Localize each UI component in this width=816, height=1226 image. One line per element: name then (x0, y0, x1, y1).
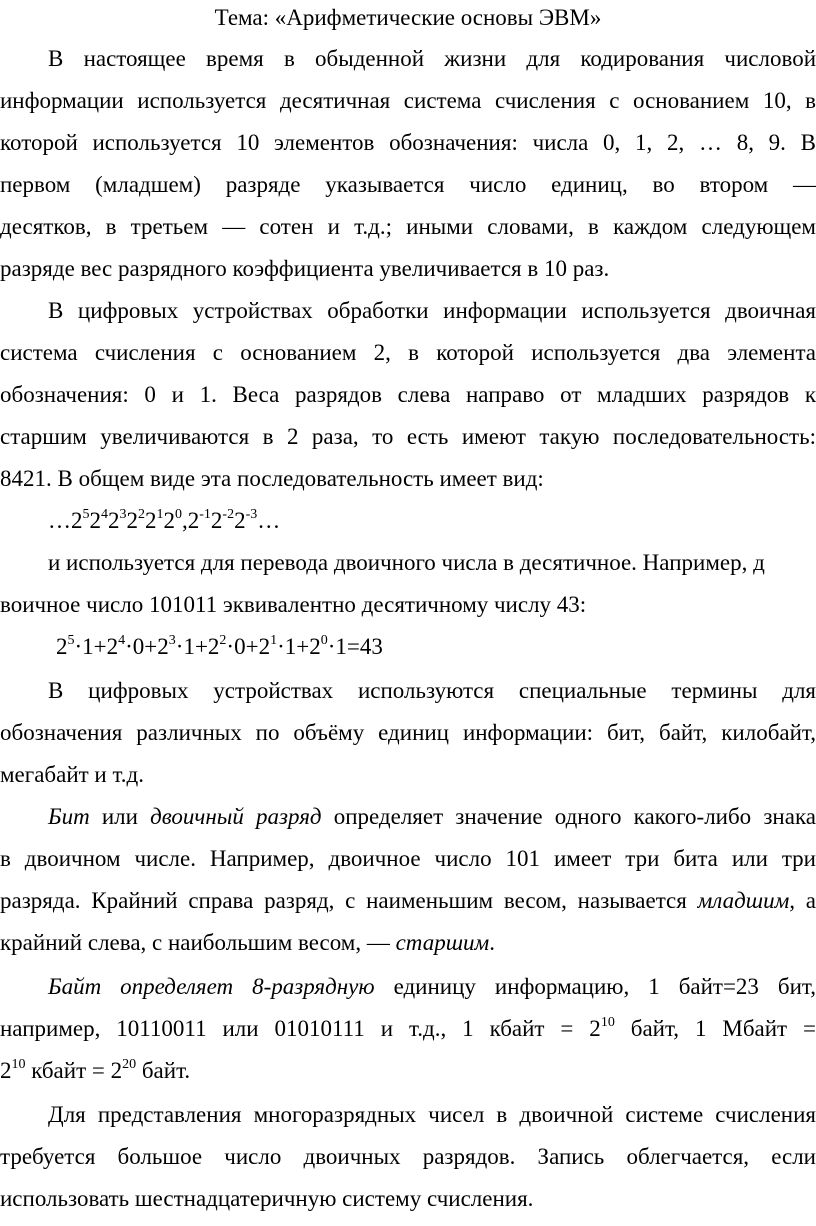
paragraph-6-line-1 (48, 973, 816, 1001)
seq-exp: 0 (175, 507, 182, 523)
sequence-prefix: … (48, 508, 71, 533)
term-least-significant: младшим, (697, 888, 796, 913)
formula-base: 2 (207, 634, 220, 659)
text-span: 2 (0, 1058, 12, 1083)
text-span: . (489, 930, 495, 955)
term-binary-digit: двоичный разряд (150, 804, 322, 829)
formula-exp: 5 (67, 633, 75, 649)
exponent: 10 (11, 1057, 26, 1073)
text-span: определяет значение одного какого-либо знака (321, 804, 816, 829)
page-title: Тема: «Арифметические основы ЭВМ» (214, 5, 602, 30)
paragraph-3-line-1: и используется для перевода двоичного числа в десятичное. Например, д (48, 550, 765, 575)
seq-exp: 3 (119, 507, 127, 523)
formula-term: ·0+ (226, 634, 259, 659)
text-span: кбайт = 2 (25, 1058, 123, 1083)
paragraph-4-line-2: обозначения различных по объёму единиц информации: бит, байт, килобайт, (0, 720, 816, 745)
seq-base: ,2 (182, 508, 200, 533)
paragraph-2-line-2: система счисления с основанием 2, в которой используется два элемента (0, 340, 816, 365)
text-span: крайний слева, с наибольшим весом, — (0, 930, 396, 955)
paragraph-7-line-3: использовать шестнадцатеричную систему счисления. (0, 1186, 534, 1211)
seq-base: 2 (71, 508, 83, 533)
paragraph-2-line-5: 8421. В общем виде эта последовательность имеет вид: (0, 466, 544, 491)
text-span: байт. (136, 1058, 191, 1083)
paragraph-6-line-2 (0, 1015, 816, 1043)
seq-base: 2 (234, 508, 246, 533)
exponent: 20 (122, 1057, 137, 1073)
formula-term: ·0+ (125, 634, 158, 659)
text-span: разряда. Крайний справа разряд, с наименьшим весом, называется (0, 888, 698, 913)
paragraph-6-line-3 (0, 1057, 816, 1085)
paragraph-2-line-3: обозначения: 0 и 1. Веса разрядов слева направо от младших разрядов к (0, 382, 816, 407)
seq-exp: -2 (222, 507, 235, 523)
formula-base: 2 (106, 634, 119, 659)
formula-term: ·1=43 (327, 634, 383, 659)
formula-base: 2 (56, 634, 68, 659)
paragraph-5-line-3 (0, 887, 816, 915)
seq-exp: 1 (156, 507, 164, 523)
seq-exp: 4 (101, 507, 108, 523)
text-span: байт, 1 Мбайт = (614, 1016, 816, 1041)
formula-exp: 3 (168, 633, 176, 649)
formula-term: ·1+ (175, 634, 208, 659)
formula-exp: 1 (270, 633, 278, 649)
formula-term: ·1+ (74, 634, 107, 659)
seq-exp: 2 (138, 507, 145, 523)
exponent: 10 (600, 1015, 615, 1031)
seq-exp: 5 (82, 507, 90, 523)
paragraph-2-line-4: старшим увеличиваются в 2 раза, то есть имеют такую последовательность: (0, 424, 816, 449)
text-span: или (89, 804, 151, 829)
paragraph-4-line-1: В цифровых устройствах используются специальные термины для (48, 678, 816, 703)
term-bit: Бит (48, 804, 90, 829)
formula-base: 2 (157, 634, 169, 659)
paragraph-1-line-1: В настоящее время в обыденной жизни для кодирования числовой (48, 46, 816, 71)
formula-term: ·1+ (277, 634, 310, 659)
term-byte: Байт определяет 8-разрядную (48, 974, 375, 999)
formula-base: 2 (309, 634, 321, 659)
seq-base: 2 (145, 508, 157, 533)
seq-base: 2 (89, 508, 101, 533)
seq-base: 2 (108, 508, 120, 533)
formula-base: 2 (258, 634, 271, 659)
seq-base: 2 (126, 508, 138, 533)
conversion-formula (56, 633, 816, 661)
paragraph-1-line-3: которой используется 10 элементов обозначения: числа 0, 1, 2, … 8, 9. В (0, 130, 816, 155)
paragraph-7-line-1: Для представления многоразрядных чисел в двоичной системе счисления (48, 1102, 816, 1127)
seq-exp: -1 (199, 507, 211, 523)
seq-base: 2 (163, 508, 175, 533)
seq-base: 2 (210, 508, 223, 533)
paragraph-5-line-1 (48, 803, 816, 831)
text-span: единицу информацию, 1 байт=23 бит, (374, 974, 816, 999)
paragraph-1-line-4: первом (младшем) разряде указывается число единиц, во втором — (0, 172, 816, 197)
formula-exp: 0 (320, 633, 328, 649)
paragraph-1-line-5: десятков, в третьем — сотен и т.д.; иными словами, в каждом следующем (0, 214, 816, 239)
formula-exp: 2 (219, 633, 227, 649)
paragraph-1-line-6: разряде вес разрядного коэффициента увеличивается в 10 раз. (0, 256, 610, 281)
seq-exp: -3 (245, 507, 258, 523)
paragraph-2-line-1: В цифровых устройствах обработки информации используется двоичная (48, 298, 816, 323)
text-span: а (795, 888, 816, 913)
weights-sequence (48, 507, 816, 535)
paragraph-5-line-2: в двоичном числе. Например, двоичное число 101 имеет три бита или три (0, 846, 816, 871)
paragraph-5-line-4 (0, 929, 816, 957)
formula-exp: 4 (118, 633, 126, 649)
paragraph-1-line-2: информации используется десятичная система счисления с основанием 10, в (0, 88, 816, 113)
paragraph-7-line-2: требуется большое число двоичных разрядов. Запись облегчается, если (0, 1144, 816, 1169)
text-span: например, 10110011 или 01010111 и т.д., 1 кбайт = 2 (0, 1016, 601, 1041)
paragraph-4-line-3: мегабайт и т.д. (0, 762, 145, 787)
term-most-significant: старшим (395, 930, 490, 955)
sequence-suffix: … (257, 508, 281, 533)
paragraph-3-line-2: воичное число 101011 эквивалентно десятичному числу 43: (0, 592, 587, 617)
